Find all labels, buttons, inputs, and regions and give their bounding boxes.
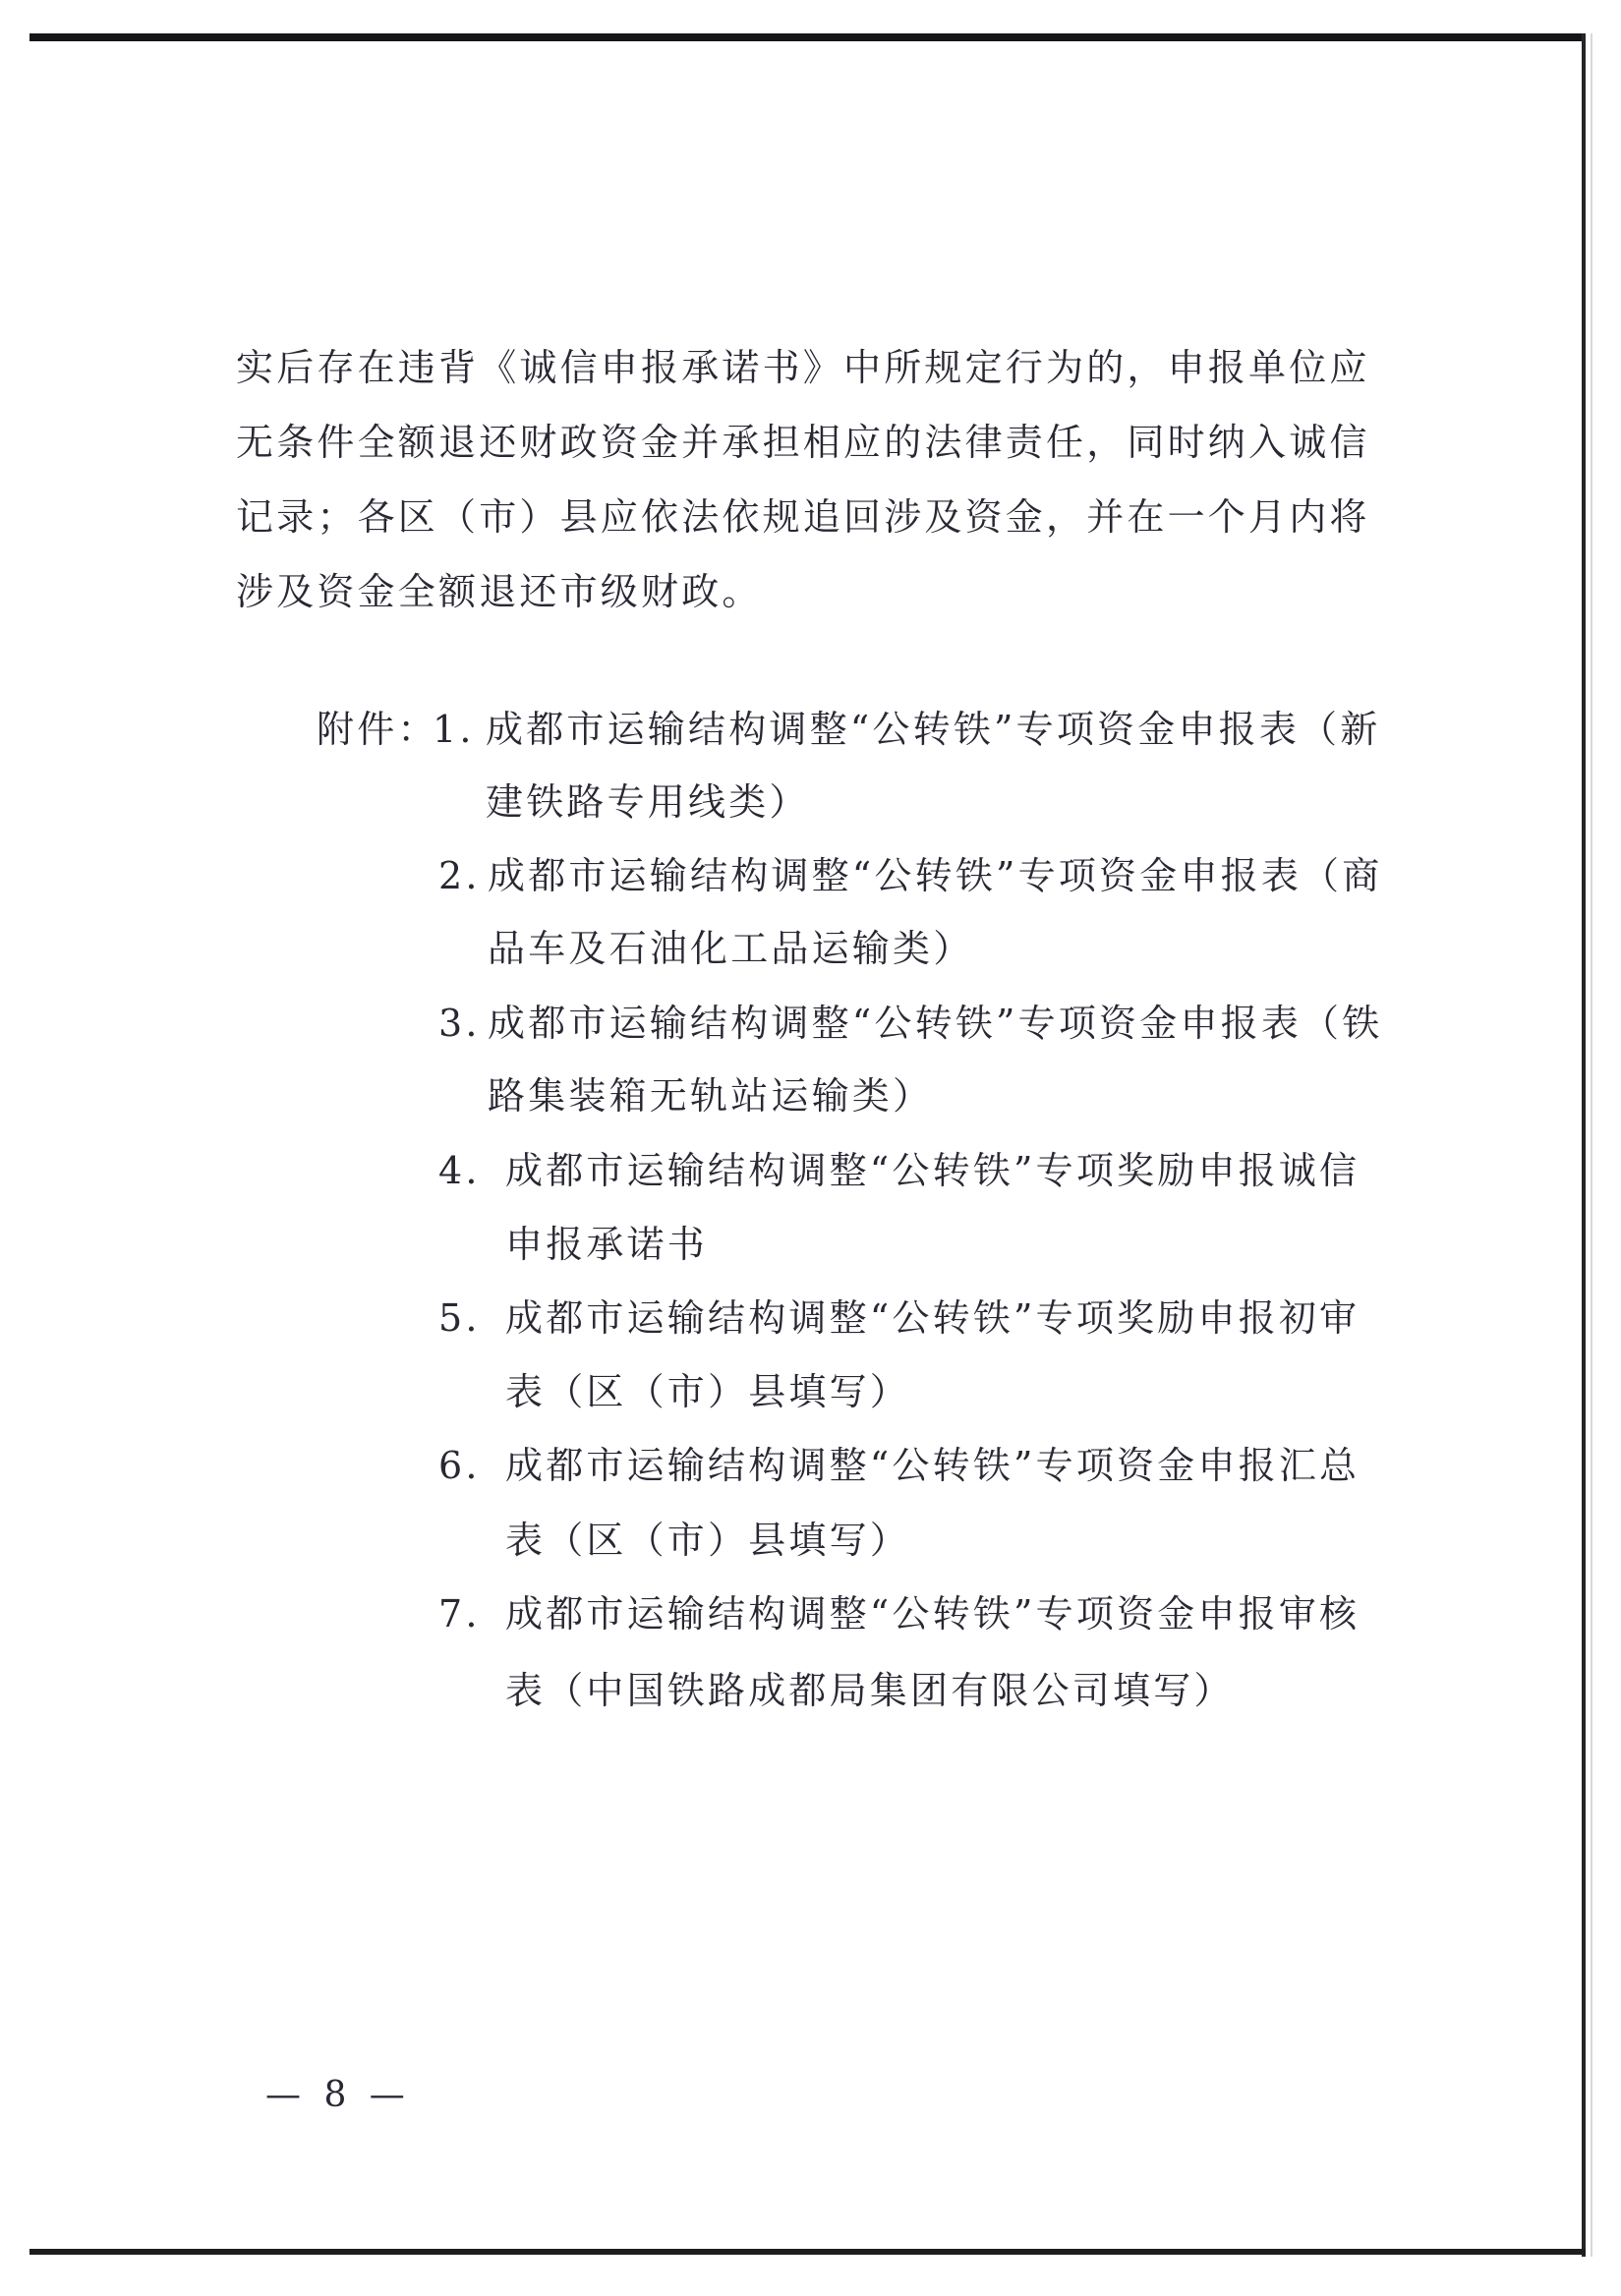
attachment-title-line2: 品车及石油化工品运输类） (488, 927, 974, 970)
attachment-title-line1: 成都市运输结构调整“公转铁”专项资金申报表（新 (486, 708, 1381, 751)
attachment-title-line1: 成都市运输结构调整“公转铁”专项奖励申报诚信 (505, 1149, 1360, 1192)
bottom-border-rule (29, 2249, 1586, 2255)
attachment-number: 3. (438, 1002, 481, 1045)
attachment-title-line1: 成都市运输结构调整“公转铁”专项资金申报汇总 (505, 1444, 1360, 1487)
attachment-title-line2: 建铁路专用线类） (486, 780, 810, 824)
page-number: — 8 — (265, 2075, 411, 2115)
attachment-title-line2: 表（区（市）县填写） (505, 1370, 911, 1413)
attachment-number: 7. (438, 1592, 481, 1636)
attachment-number: 2. (438, 854, 481, 897)
attachment-number: 6. (438, 1444, 481, 1487)
body-line: 记录；各区（市）县应依法依规追回涉及资金，并在一个月内将 (236, 495, 1370, 539)
attachment-label: 附件： (317, 708, 438, 751)
attachment-number: 4. (438, 1149, 481, 1192)
body-line: 无条件全额退还财政资金并承担相应的法律责任，同时纳入诚信 (236, 421, 1370, 464)
attachment-title-line2: 申报承诺书 (505, 1223, 709, 1266)
scan-edge (1591, 33, 1592, 2257)
attachment-number: 1. (433, 708, 475, 751)
body-line: 实后存在违背《诚信申报承诺书》中所规定行为的，申报单位应 (236, 346, 1370, 389)
attachment-title-line2: 路集装箱无轨站运输类） (488, 1074, 934, 1118)
top-border-rule (29, 33, 1583, 41)
attachment-title-line2: 表（中国铁路成都局集团有限公司填写） (505, 1669, 1235, 1712)
attachment-title-line2: 表（区（市）县填写） (505, 1519, 911, 1562)
body-line: 涉及资金全额退还市级财政。 (236, 570, 763, 613)
right-border-rule (1582, 33, 1586, 2257)
attachment-title-line1: 成都市运输结构调整“公转铁”专项资金申报表（铁 (488, 1002, 1383, 1045)
body-paragraph (236, 330, 1376, 629)
attachment-title-line1: 成都市运输结构调整“公转铁”专项资金申报表（商 (488, 854, 1383, 897)
attachment-title-line1: 成都市运输结构调整“公转铁”专项资金申报审核 (505, 1592, 1360, 1636)
attachment-title-line1: 成都市运输结构调整“公转铁”专项奖励申报初审 (505, 1296, 1360, 1340)
attachment-number: 5. (438, 1296, 481, 1340)
